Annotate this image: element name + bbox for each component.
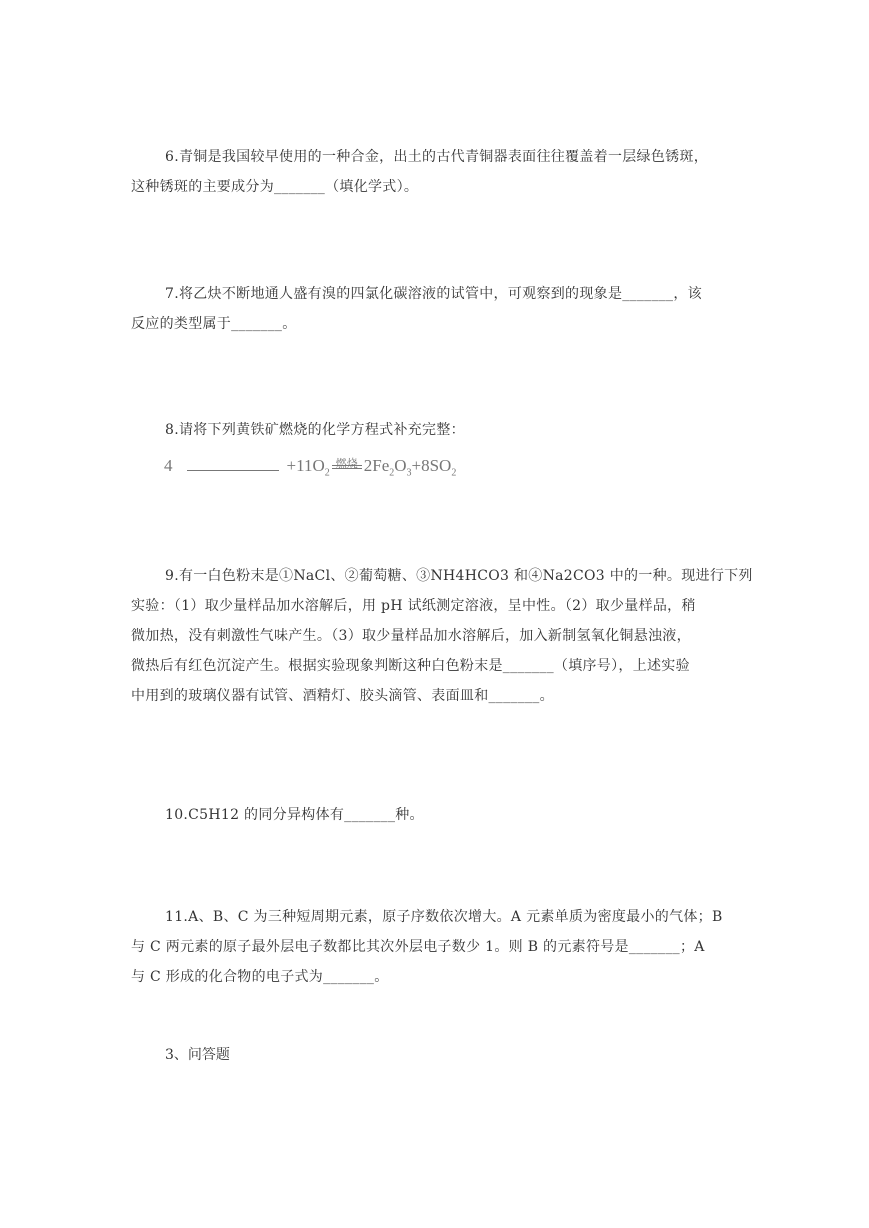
question-8-line-1: 8.请将下列黄铁矿燃烧的化学方程式补充完整： — [165, 422, 465, 438]
question-6-line-2: 这种锈斑的主要成分为_______（填化学式）。 — [131, 179, 419, 195]
question-9-line-2: 实验：（1）取少量样品加水溶解后，用 pH 试纸测定溶液，呈中性。（2）取少量样品，稍 — [131, 598, 696, 614]
reaction-condition: 燃烧 — [335, 458, 358, 470]
equation-blank — [187, 452, 279, 471]
section-heading: 3、问答题 — [165, 1047, 230, 1063]
question-9-line-3: 微加热，没有刺激性气味产生。（3）取少量样品加水溶解后，加入新制氢氧化铜悬浊液， — [131, 628, 691, 644]
question-10-line-1: 10.C5H12 的同分异构体有_______种。 — [165, 807, 424, 823]
question-7 — [131, 279, 753, 339]
question-6-line-1: 6.青铜是我国较早使用的一种合金，出土的古代青铜器表面往往覆盖着一层绿色锈斑， — [165, 149, 709, 165]
question-11 — [131, 902, 753, 992]
equation-iron-oxide: $2Fe_2O_3$ — [363, 456, 412, 479]
question-9 — [131, 561, 753, 711]
question-11-line-1: 11.A、B、C 为三种短周期元素，原子序数依次增大。A 元素单质为密度最小的气体；B — [165, 909, 723, 925]
question-9-line-5: 中用到的玻璃仪器有试管、酒精灯、胶头滴管、表面皿和_______。 — [131, 688, 554, 704]
question-11-line-3: 与 C 形成的化合物的电子式为_______。 — [131, 969, 389, 985]
question-9-line-4: 微热后有红色沉淀产生。根据实验现象判断这种白色粉末是_______（填序号），上述实验 — [131, 658, 690, 674]
question-7-line-1: 7.将乙炔不断地通人盛有溴的四氯化碳溶液的试管中，可观察到的现象是_______，该 — [165, 286, 702, 302]
question-9-line-1: 9.有一白色粉末是①NaCl、②葡萄糖、③NH4HCO3 和④Na2CO3 中的一种。现进行下列 — [165, 568, 753, 584]
question-7-line-2: 反应的类型属于_______。 — [131, 316, 297, 332]
question-8 — [131, 415, 753, 445]
equation-sulfur-dioxide: $+8SO_2$ — [411, 456, 457, 479]
question-10 — [131, 800, 753, 830]
equation-oxygen: $+11O_2$ — [286, 456, 330, 479]
equation-coefficient: 4 — [164, 456, 173, 475]
question-11-line-2: 与 C 两元素的原子最外层电子数都比其次外层电子数少 1。则 B 的元素符号是_______；A — [131, 939, 705, 955]
question-6 — [131, 142, 753, 202]
chemical-equation — [164, 452, 456, 492]
